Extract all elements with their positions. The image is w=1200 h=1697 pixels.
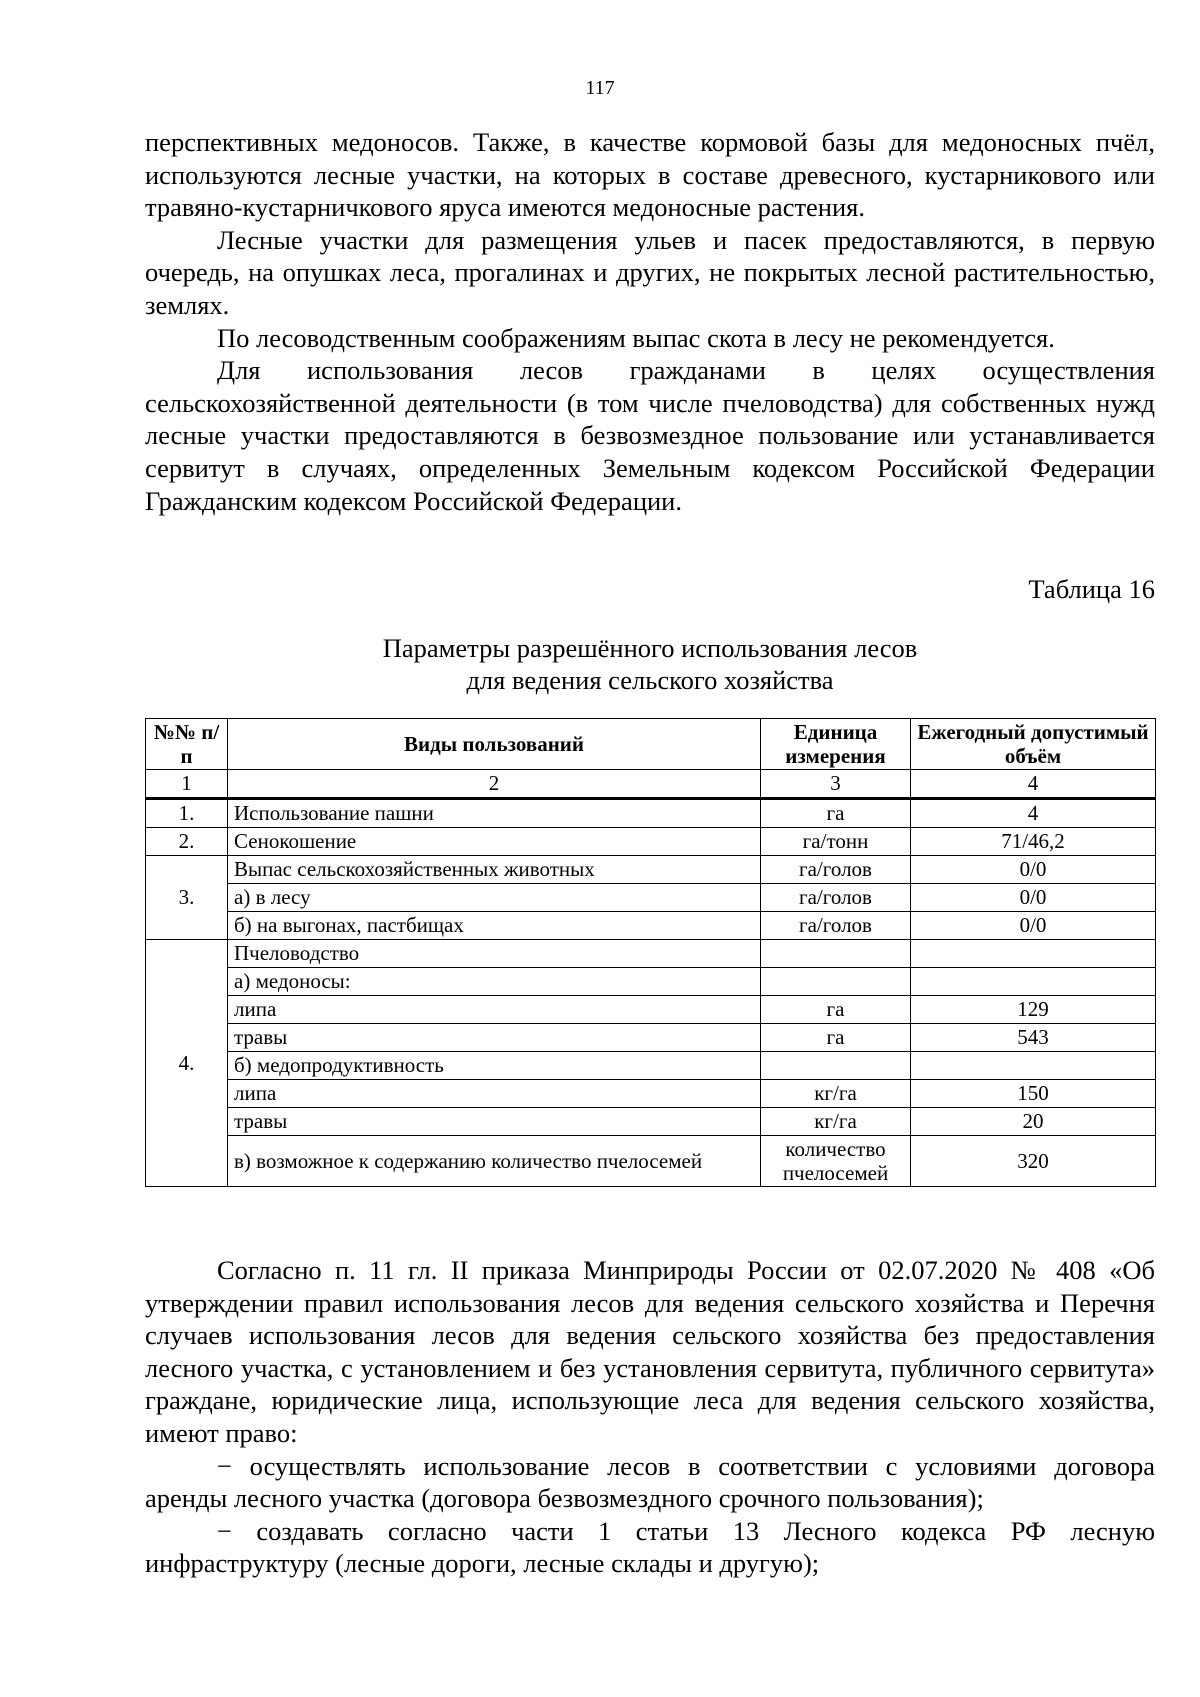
row-unit: га bbox=[761, 799, 911, 828]
column-number: 2 bbox=[228, 770, 761, 799]
paragraph-citizen-use: Для использования лесов гражданами в целях осуществления сельскохозяйственной деятельности (в том числе пчеловодства) для собственных нужд лесные участки предоставляются в безвозмездное пользование или устанавливается сервитут в случаях, определенных Земельным кодексом Российской Федерации Гражданским кодексом Российской Федерации. bbox=[145, 355, 1155, 516]
row-unit: га/голов bbox=[761, 912, 911, 940]
row-kind: а) медоносы: bbox=[228, 968, 761, 996]
row-volume: 0/0 bbox=[911, 912, 1156, 940]
table-row bbox=[146, 912, 1156, 940]
header-kind: Виды пользований bbox=[228, 719, 761, 770]
row-kind: Выпас сельскохозяйственных животных bbox=[228, 856, 761, 884]
row-volume bbox=[911, 968, 1156, 996]
table-row bbox=[146, 856, 1156, 884]
row-kind: Сенокошение bbox=[228, 828, 761, 856]
paragraph-plots-for-hives: Лесные участки для размещения ульев и пасек предоставляются, в первую очередь, на опушках леса, прогалинах и других, не покрытых лесной растительностью, землях. bbox=[145, 224, 1155, 320]
row-unit bbox=[761, 1052, 911, 1080]
row-volume: 129 bbox=[911, 996, 1156, 1024]
paragraph-continuation: перспективных медоносов. Также, в качестве кормовой базы для медоносных пчёл, используются лесные участки, на которых в составе древесного, кустарникового или травяно-кустарничкового яруса имеются медоносные растения. bbox=[145, 127, 1155, 223]
row-volume bbox=[911, 1052, 1156, 1080]
row-unit: количество пчелосемей bbox=[761, 1136, 911, 1187]
table-row bbox=[146, 1136, 1156, 1187]
table-row bbox=[146, 1024, 1156, 1052]
row-num: 1. bbox=[146, 799, 228, 828]
table-row bbox=[146, 968, 1156, 996]
row-unit: кг/га bbox=[761, 1108, 911, 1136]
row-volume: 0/0 bbox=[911, 884, 1156, 912]
row-kind: травы bbox=[228, 1108, 761, 1136]
row-kind: травы bbox=[228, 1024, 761, 1052]
list-item: − осуществлять использование лесов в соответствии с условиями договора аренды лесного участка (договора безвозмездного срочного пользования); bbox=[145, 1450, 1155, 1514]
table-row bbox=[146, 1052, 1156, 1080]
table-caption-line: Параметры разрешённого использования лесов bbox=[382, 633, 918, 663]
table-row bbox=[146, 996, 1156, 1024]
row-volume: 320 bbox=[911, 1136, 1156, 1187]
table-row bbox=[146, 884, 1156, 912]
row-volume: 20 bbox=[911, 1108, 1156, 1136]
row-unit: га/голов bbox=[761, 856, 911, 884]
column-number-row bbox=[146, 770, 1156, 799]
row-kind: Пчеловодство bbox=[228, 940, 761, 968]
header-unit: Единица измерения bbox=[761, 719, 911, 770]
row-unit: га bbox=[761, 1024, 911, 1052]
table-row bbox=[146, 940, 1156, 968]
row-volume: 4 bbox=[911, 799, 1156, 828]
row-num: 4. bbox=[146, 940, 228, 1187]
row-volume: 150 bbox=[911, 1080, 1156, 1108]
row-kind: Использование пашни bbox=[228, 799, 761, 828]
page-number: 117 bbox=[585, 77, 615, 99]
table-caption bbox=[145, 632, 1155, 696]
paragraph-order-408: Согласно п. 11 гл. II приказа Минприроды России от 02.07.2020 № 408 «Об утверждении правил использования лесов для ведения сельского хозяйства и Перечня случаев использования лесов для ведения сельского хозяйства без предоставления лесного участка, с установлением и без установления сервитута, публичного сервитута» граждане, юридические лица, использующие леса для ведения сельского хозяйства, имеют право: bbox=[145, 1255, 1155, 1448]
row-volume: 0/0 bbox=[911, 856, 1156, 884]
row-unit bbox=[761, 968, 911, 996]
table-caption-line: для ведения сельского хозяйства bbox=[466, 665, 834, 695]
intro-text bbox=[145, 126, 1155, 517]
row-num: 2. bbox=[146, 828, 228, 856]
row-unit bbox=[761, 940, 911, 968]
paragraph-grazing: По лесоводственным соображениям выпас скота в лесу не рекомендуется. bbox=[217, 322, 1055, 353]
header-num: №№ п/п bbox=[146, 719, 228, 770]
header-volume: Ежегодный допустимый объём bbox=[911, 719, 1156, 770]
row-volume: 71/46,2 bbox=[911, 828, 1156, 856]
list-item: − создавать согласно части 1 статьи 13 Лесного кодекса РФ лесную инфраструктуру (лесные дороги, лесные склады и другую); bbox=[145, 1515, 1155, 1579]
row-num: 3. bbox=[146, 856, 228, 940]
table-row bbox=[146, 1108, 1156, 1136]
closing-text bbox=[145, 1254, 1155, 1580]
row-kind: липа bbox=[228, 1080, 761, 1108]
row-kind: б) медопродуктивность bbox=[228, 1052, 761, 1080]
row-unit: га/голов bbox=[761, 884, 911, 912]
row-kind: в) возможное к содержанию количество пчелосемей bbox=[228, 1136, 761, 1187]
column-number: 1 bbox=[146, 770, 228, 799]
row-unit: кг/га bbox=[761, 1080, 911, 1108]
usage-parameters-table bbox=[145, 718, 1156, 1187]
row-unit: га/тонн bbox=[761, 828, 911, 856]
row-kind: липа bbox=[228, 996, 761, 1024]
column-number: 4 bbox=[911, 770, 1156, 799]
table-row bbox=[146, 828, 1156, 856]
table-row bbox=[146, 799, 1156, 828]
table-row bbox=[146, 1080, 1156, 1108]
row-unit: га bbox=[761, 996, 911, 1024]
row-kind: а) в лесу bbox=[228, 884, 761, 912]
column-number: 3 bbox=[761, 770, 911, 799]
row-kind: б) на выгонах, пастбищах bbox=[228, 912, 761, 940]
table-header-row bbox=[146, 719, 1156, 770]
row-volume: 543 bbox=[911, 1024, 1156, 1052]
row-volume bbox=[911, 940, 1156, 968]
table-label: Таблица 16 bbox=[1028, 574, 1155, 604]
